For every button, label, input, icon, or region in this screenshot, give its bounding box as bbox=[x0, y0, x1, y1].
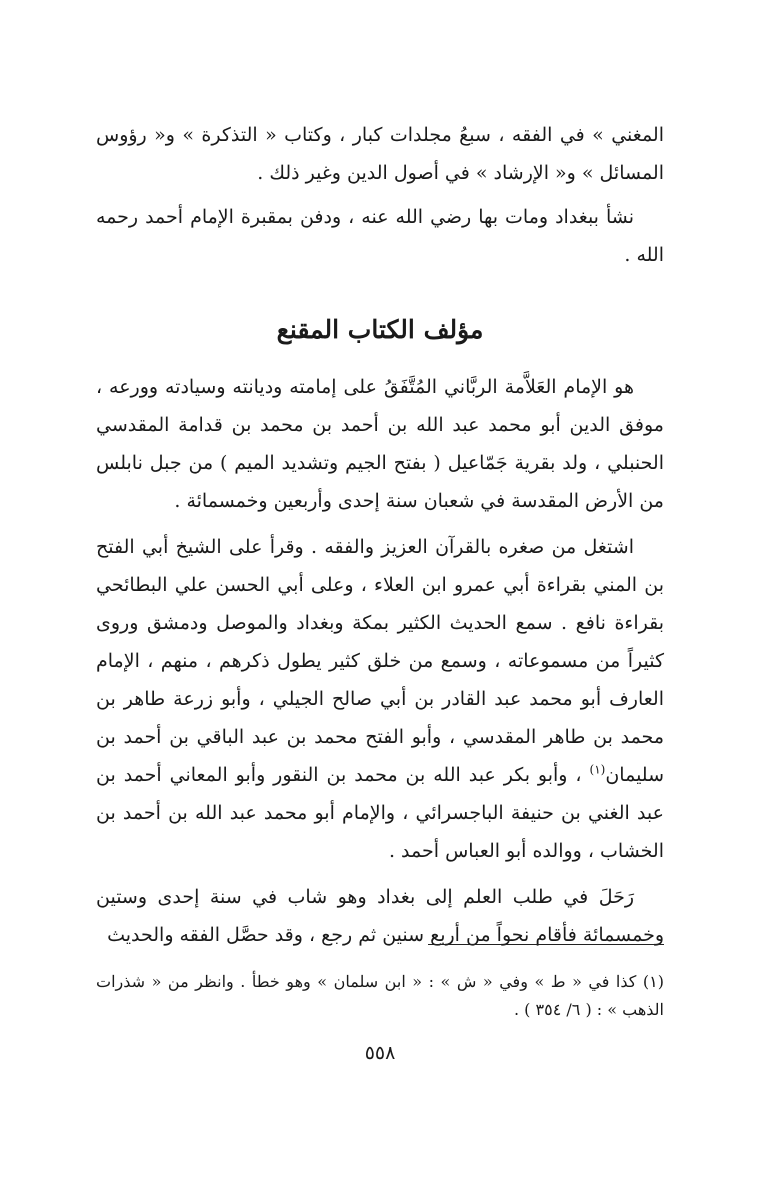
paragraph-travel: رَحَلَ في طلب العلم إلى بغداد وهو شاب في سنة إحدى وستين وخمسمائة فأقام نحواً من أربع سنين ثم رجع ، وقد حصَّل الفقه والحديث bbox=[96, 886, 664, 946]
paragraph-education-part2: ، وأبو بكر عبد الله بن محمد بن النقور وأبو المعاني أحمد بن عبد الغني بن حنيفة الباجسرائي ، والإمام أبو محمد عبد الله بن أحمد بن الخشاب ، ووالده أبو العباس أحمد . bbox=[96, 764, 664, 862]
footnote-separator bbox=[428, 944, 664, 945]
paragraph-education-part1: اشتغل من صغره بالقرآن العزيز والفقه . وقرأ على الشيخ أبي الفتح بن المني بقراءة أبي عمرو ابن العلاء ، وعلى أبي الحسن علي البطائحي بقراءة نافع . سمع الحديث الكثير بمكة وبغداد والموصل ودمشق وروى كثيراً من مسموعاته ، وسمع من خلق كثير يطول ذكرهم ، منهم ، الإمام العارف أبو محمد عبد القادر بن أبي صالح الجيلي ، وأبو زرعة طاهر بن محمد بن طاهر المقدسي ، وأبو الفتح محمد بن عبد الباقي بن أحمد بن سليمان bbox=[96, 536, 665, 786]
paragraph-continuation: المغني » في الفقه ، سبعُ مجلدات كبار ، وكتاب « التذكرة » و« رؤوس المسائل » و« الإرشاد » في أصول الدين وغير ذلك . bbox=[96, 124, 664, 184]
paragraph-birthplace-death: نشأ ببغداد ومات بها رضي الله عنه ، ودفن بمقبرة الإمام أحمد رحمه الله . bbox=[96, 206, 664, 266]
footnote: (١) كذا في « ط » وفي « ش » : « ابن سلمان » وهو خطأ . وانظر من « شذرات الذهب » : ( ٦/ ٣٥٤ ) . bbox=[96, 972, 664, 1019]
main-text-block bbox=[96, 368, 664, 954]
footnote-marker[interactable]: (١) bbox=[589, 762, 606, 777]
page-number: ٥٥٨ bbox=[364, 1042, 396, 1064]
top-text-block bbox=[96, 116, 664, 274]
section-heading: مؤلف الكتاب المقنع bbox=[276, 315, 484, 344]
paragraph-biography: هو الإمام العَلاَّمة الربَّاني المُتَّفَقُ على إمامته وديانته وسيادته وورعه ، موفق الدين أبو محمد عبد الله بن أحمد بن محمد بن قدامة المقدسي الحنبلي ، ولد بقرية جَمّاعيل ( بفتح الجيم وتشديد الميم ) من جبل نابلس من الأرض المقدسة في شعبان سنة إحدى وأربعين وخمسمائة . bbox=[96, 376, 664, 512]
paragraph-education bbox=[96, 528, 664, 870]
